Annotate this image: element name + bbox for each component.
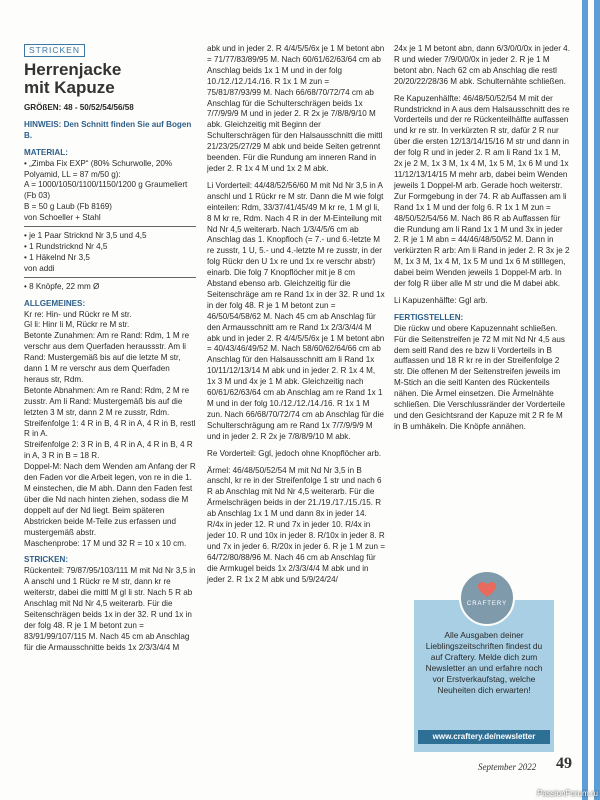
divider	[24, 277, 196, 278]
craftery-logo	[459, 570, 515, 626]
allg-item: Maschenprobe: 17 M und 32 R = 10 x 10 cm.	[24, 538, 187, 548]
right-edge-cut	[588, 0, 594, 800]
section-tag: STRICKEN	[24, 44, 85, 57]
allg-item: Gl li: Hinr li M, Rückr re M str.	[24, 320, 130, 330]
page-title	[24, 61, 196, 97]
allg-item: Betonte Abnahmen: Am re Rand: Rdm, 2 M re zusstr. Am li Rand: Mustergemäß bis auf die letzten 3 M str, dann 2 M re zusstr, Rdm.	[24, 385, 190, 417]
watermark: PassionForum.ru	[537, 789, 598, 798]
material-item: A = 1000/1050/1100/1150/1200 g Graumeliert (Fb 03)	[24, 180, 188, 201]
instruction-paragraph: Re Kapuzenhälfte: 46/48/50/52/54 M mit der Rundstricknd in A aus dem Halsausschnitt des re Vorderteils und der re Rückenteilhälfte auffassen und kr re str. In verkürzten R str, dafür 2 R nur über die ersten 12/13/14/15/16 M str und dann in der folg R und in jeder 2. R am li Rand 1x 1 M, 2x je 2 M, 1x 3 M, 1x 4 M, 1x 5 M, 1x 6 M und 1x 11/12/13/14/15 M mehr arb, dabei beim Wenden jeweils 1 Doppel-M arb. Gerade hoch weiterstr. Zur Formgebung in der 74. R ab Auffassen am li Rand 1x 1 M und der folg 6. R 1x 1 M zun = 48/50/52/54/56 M. Nach 86 R ab Auffassen für die Rundung am li Rand 1x 1 M und 3x in jeder 2. R je 1 M abn = 44/46/48/50/52 M. Dann in verkürzten R arb: Am li Rand in jeder 2. R 3x je 2 M, 1x 3 M, 1x 4 M, 1x 5 M und 1x 6 M stilllegen, dabei beim Wenden jeweils 1 Doppel-M arb. In der folg R über alle M str und die M dabei abk.	[394, 93, 570, 289]
instruction-paragraph: Li Kapuzenhälfte: Ggl arb.	[394, 295, 488, 305]
title-line-2: mit Kapuze	[24, 78, 115, 97]
material-item: • 8 Knöpfe, 22 mm Ø	[24, 281, 100, 291]
heart-icon	[478, 582, 496, 598]
column-2	[207, 44, 385, 592]
logo-text: CRAFTERY	[466, 601, 508, 607]
allg-item: Streifenfolge 1: 4 R in B, 4 R in A, 4 R in B, restl R in A.	[24, 418, 196, 439]
allg-item: Doppel-M: Nach dem Wenden am Anfang der R den Faden vor die Arbeit legen, von re in die 1. M einstechen, die M abh. Dann den Faden fest über die Nd nach hinten ziehen, sodass die M doppelt auf der Nd liegt. Beim späteren Abstricken beide M-Teile zus erfassen und mustergemäß abstr.	[24, 462, 196, 537]
material-heading: MATERIAL:	[24, 147, 68, 157]
material-item: B = 50 g Laub (Fb 8169)	[24, 202, 112, 212]
hinweis: HINWEIS: Den Schnitt finden Sie auf Bogen B.	[24, 119, 192, 140]
allgemeines-heading: ALLGEMEINES:	[24, 298, 86, 308]
instruction-paragraph: Die rückw und obere Kapuzennaht schließen. Für die Seitenstreifen je 72 M mit Nd Nr 4,5 aus dem seitl Rand des re bzw li Vorderteils in B auffassen und 18 R kr re in der Streifenfolge 2 str. Die offenen M der Seitenstreifen jeweils im M-Stich an die seitl Kanten des Rückenteils nähen. Die Ärmel einsetzen. Die Ärmelnähte schließen. Die Verschlussränder der Vorderteile und den Gesichtsrand der Kapuze mit 2 R fe M in B umhäkeln. Die Knöpfe annähen.	[394, 323, 565, 431]
material-item: • „Zimba Fix EXP“ (80% Schurwolle, 20% Polyamid, LL = 87 m/50 g):	[24, 158, 173, 179]
sizes: GRÖßEN: 48 - 50/52/54/56/58	[24, 103, 134, 112]
material-item: • 1 Häkelnd Nr 3,5	[24, 252, 90, 262]
instruction-paragraph: Ärmel: 46/48/50/52/54 M mit Nd Nr 3,5 in B anschl, kr re in der Streifenfolge 1 str und nach 6 R ab Anschlag mit Nd Nr 4,5 weiterarb. Für die Ärmelschrägen beids in der 21./19./17./15./15. R ab Anschlag 1x 1 M und dann 8x in jeder 14. R/4x in jeder 12. R und 7x in jeder 10. R/4x in jeder 10. R und 10x in jeder 8. R/10x in jeder 8. R und 7x in jeder 6. R/20x in jeder 6. R je 1 M zun = 64/72/80/88/96 M. Nach 46 cm ab Anschlag für die Armkugel beids 1x 2/3/3/4/4 M abk und in jeder 2. R 1x 2 M abk und 5/9/24/24/	[207, 465, 385, 584]
instruction-paragraph: Re Vorderteil: Ggl, jedoch ohne Knopflöcher arb.	[207, 448, 382, 458]
newsletter-link[interactable]: www.craftery.de/newsletter	[418, 730, 550, 744]
allg-item: Streifenfolge 2: 3 R in B, 4 R in A, 4 R in B, 4 R in A, 3 R in B = 18 R.	[24, 440, 193, 461]
stricken-heading: STRICKEN:	[24, 555, 69, 565]
divider	[24, 226, 196, 227]
promo-text: Alle Ausgaben deiner Lieblingszeitschriften findest du auf Craftery. Melde dich zum Newsletter an und erfahre noch vor Erstverkaufstag, welche Neuheiten dich erwarten!	[425, 630, 543, 695]
rueckenteil-text: Rückenteil: 79/87/95/103/111 M mit Nd Nr 3,5 in A anschl und 1 Rückr re M str, dann kr re weiterstr, dabei die mittl M gl li str. Nach 5 R ab Anschlag mit Nd Nr 4,5 weiterarb. Für die Seitenschrägen beids 1x in der 32. R und 1x in der folg 48. R je 1 M betont zun = 83/91/99/107/115 M. Nach 45 cm ab Anschlag für die Armausschnitte beids 1x 2/3/3/4/4 M	[24, 566, 196, 652]
allg-item: Kr re: Hin- und Rückr re M str.	[24, 309, 132, 319]
column-3	[394, 44, 570, 439]
material-item: • 1 Rundstricknd Nr 4,5	[24, 241, 108, 251]
page-number: 49	[556, 755, 572, 772]
footer-issue: September 2022	[478, 762, 537, 772]
title-line-1: Herrenjacke	[24, 60, 122, 79]
fertigstellen-heading: FERTIGSTELLEN:	[394, 312, 464, 322]
instruction-paragraph: 24x je 1 M betont abn, dann 6/3/0/0/0x in jeder 4. R und wieder 7/9/0/0/0x in jeder 2. R je 1 M betont abn. Nach 62 cm ab Anschlag die restl 20/20/22/28/36 M abk. Schulternähte schließen.	[394, 44, 570, 86]
instruction-paragraph: abk und in jeder 2. R 4/4/5/5/6x je 1 M betont abn = 71/77/83/89/95 M. Nach 60/61/62/63/64 cm ab Anschlag beids 1x 1 M und in der folg 10./12./12./14./16. R 1x 1 M zun = 75/81/87/93/99 M. Nach 66/68/70/72/74 cm ab Anschlag für die Schulterschrägen beids 1x 7/7/9/9/9 M und in jeder 2. R 2x je 7/8/8/9/10 M abk. Gleichzeitig mit Beginn der Schulterschrägen für den Halsausschnitt die mittl 21/23/25/27/29 M abk und beide Seiten getrennt beenden. Für die Rundung am inneren Rand in jeder 2. R 1x 4 M und 1x 2 M abk.	[207, 44, 385, 173]
instruction-paragraph: Li Vorderteil: 44/48/52/56/60 M mit Nd Nr 3,5 in A anschl und 1 Rückr re M str. Dann die M wie folgt einteilen: Rdm, 33/37/41/45/49 M kr re, 1 M gl li, 8 M kr re, Rdm. Nach 4 R in der M-Einteilung mit Nd Nr 4,5 weiterarb. Nach 1/3/4/5/6 cm ab Anschlag das 1. Knopfloch (= 7.- und 6.-letzte M re zusstr, 1 U, 5.- und 4.-letzte M re zusstr, in der folg Rückr den U 1x re und 1x re verschr abstr) einarb. Die folg 7 Knopflöcher mit je 8 cm Abstand ebenso arb. Gleichzeitig für die Seitenschräge am re Rand 1x in der 32. R und 1x in der folg 48. R je 1 M betont zun = 46/50/54/58/62 M. Nach 45 cm ab Anschlag für den Armausschnitt am re Rand 1x 2/3/3/4/4 M abk und in jeder 2. R 4/4/5/5/6x je 1 M betont abn = 40/43/46/49/52 M. Nach 58/60/62/64/66 cm ab Anschlag für den Halsausschnitt am li Rand 1x 10/11/12/13/14 M abk und in jeder 2. R 1x 4 M, 1x 3 M und 4x je 1 M abk. Gleichzeitig nach 60/61/62/63/64 cm ab Anschlag am re Rand 1x 1 M und in der folg 10./12./12./14./16. R 1x 1 M zun. Nach 66/68/70/72/74 cm ab Anschlag für die Schulterschrägung am re Rand 1x 7/7/9/9/9 M und in jeder 2. R 2x je 7/8/8/9/10 M abk.	[207, 180, 385, 441]
allg-item: Betonte Zunahmen: Am re Rand: Rdm, 1 M re verschr aus dem Querfaden heraussstr. Am li Rand: Mustergemäß bis auf die letzte M str, dann 1 M re verschr aus dem Querfaden heraus str, Rdm.	[24, 331, 190, 384]
material-item: • je 1 Paar Stricknd Nr 3,5 und 4,5	[24, 231, 147, 241]
material-item: von addi	[24, 263, 55, 273]
material-item: von Schoeller + Stahl	[24, 213, 101, 223]
column-1	[24, 44, 196, 654]
